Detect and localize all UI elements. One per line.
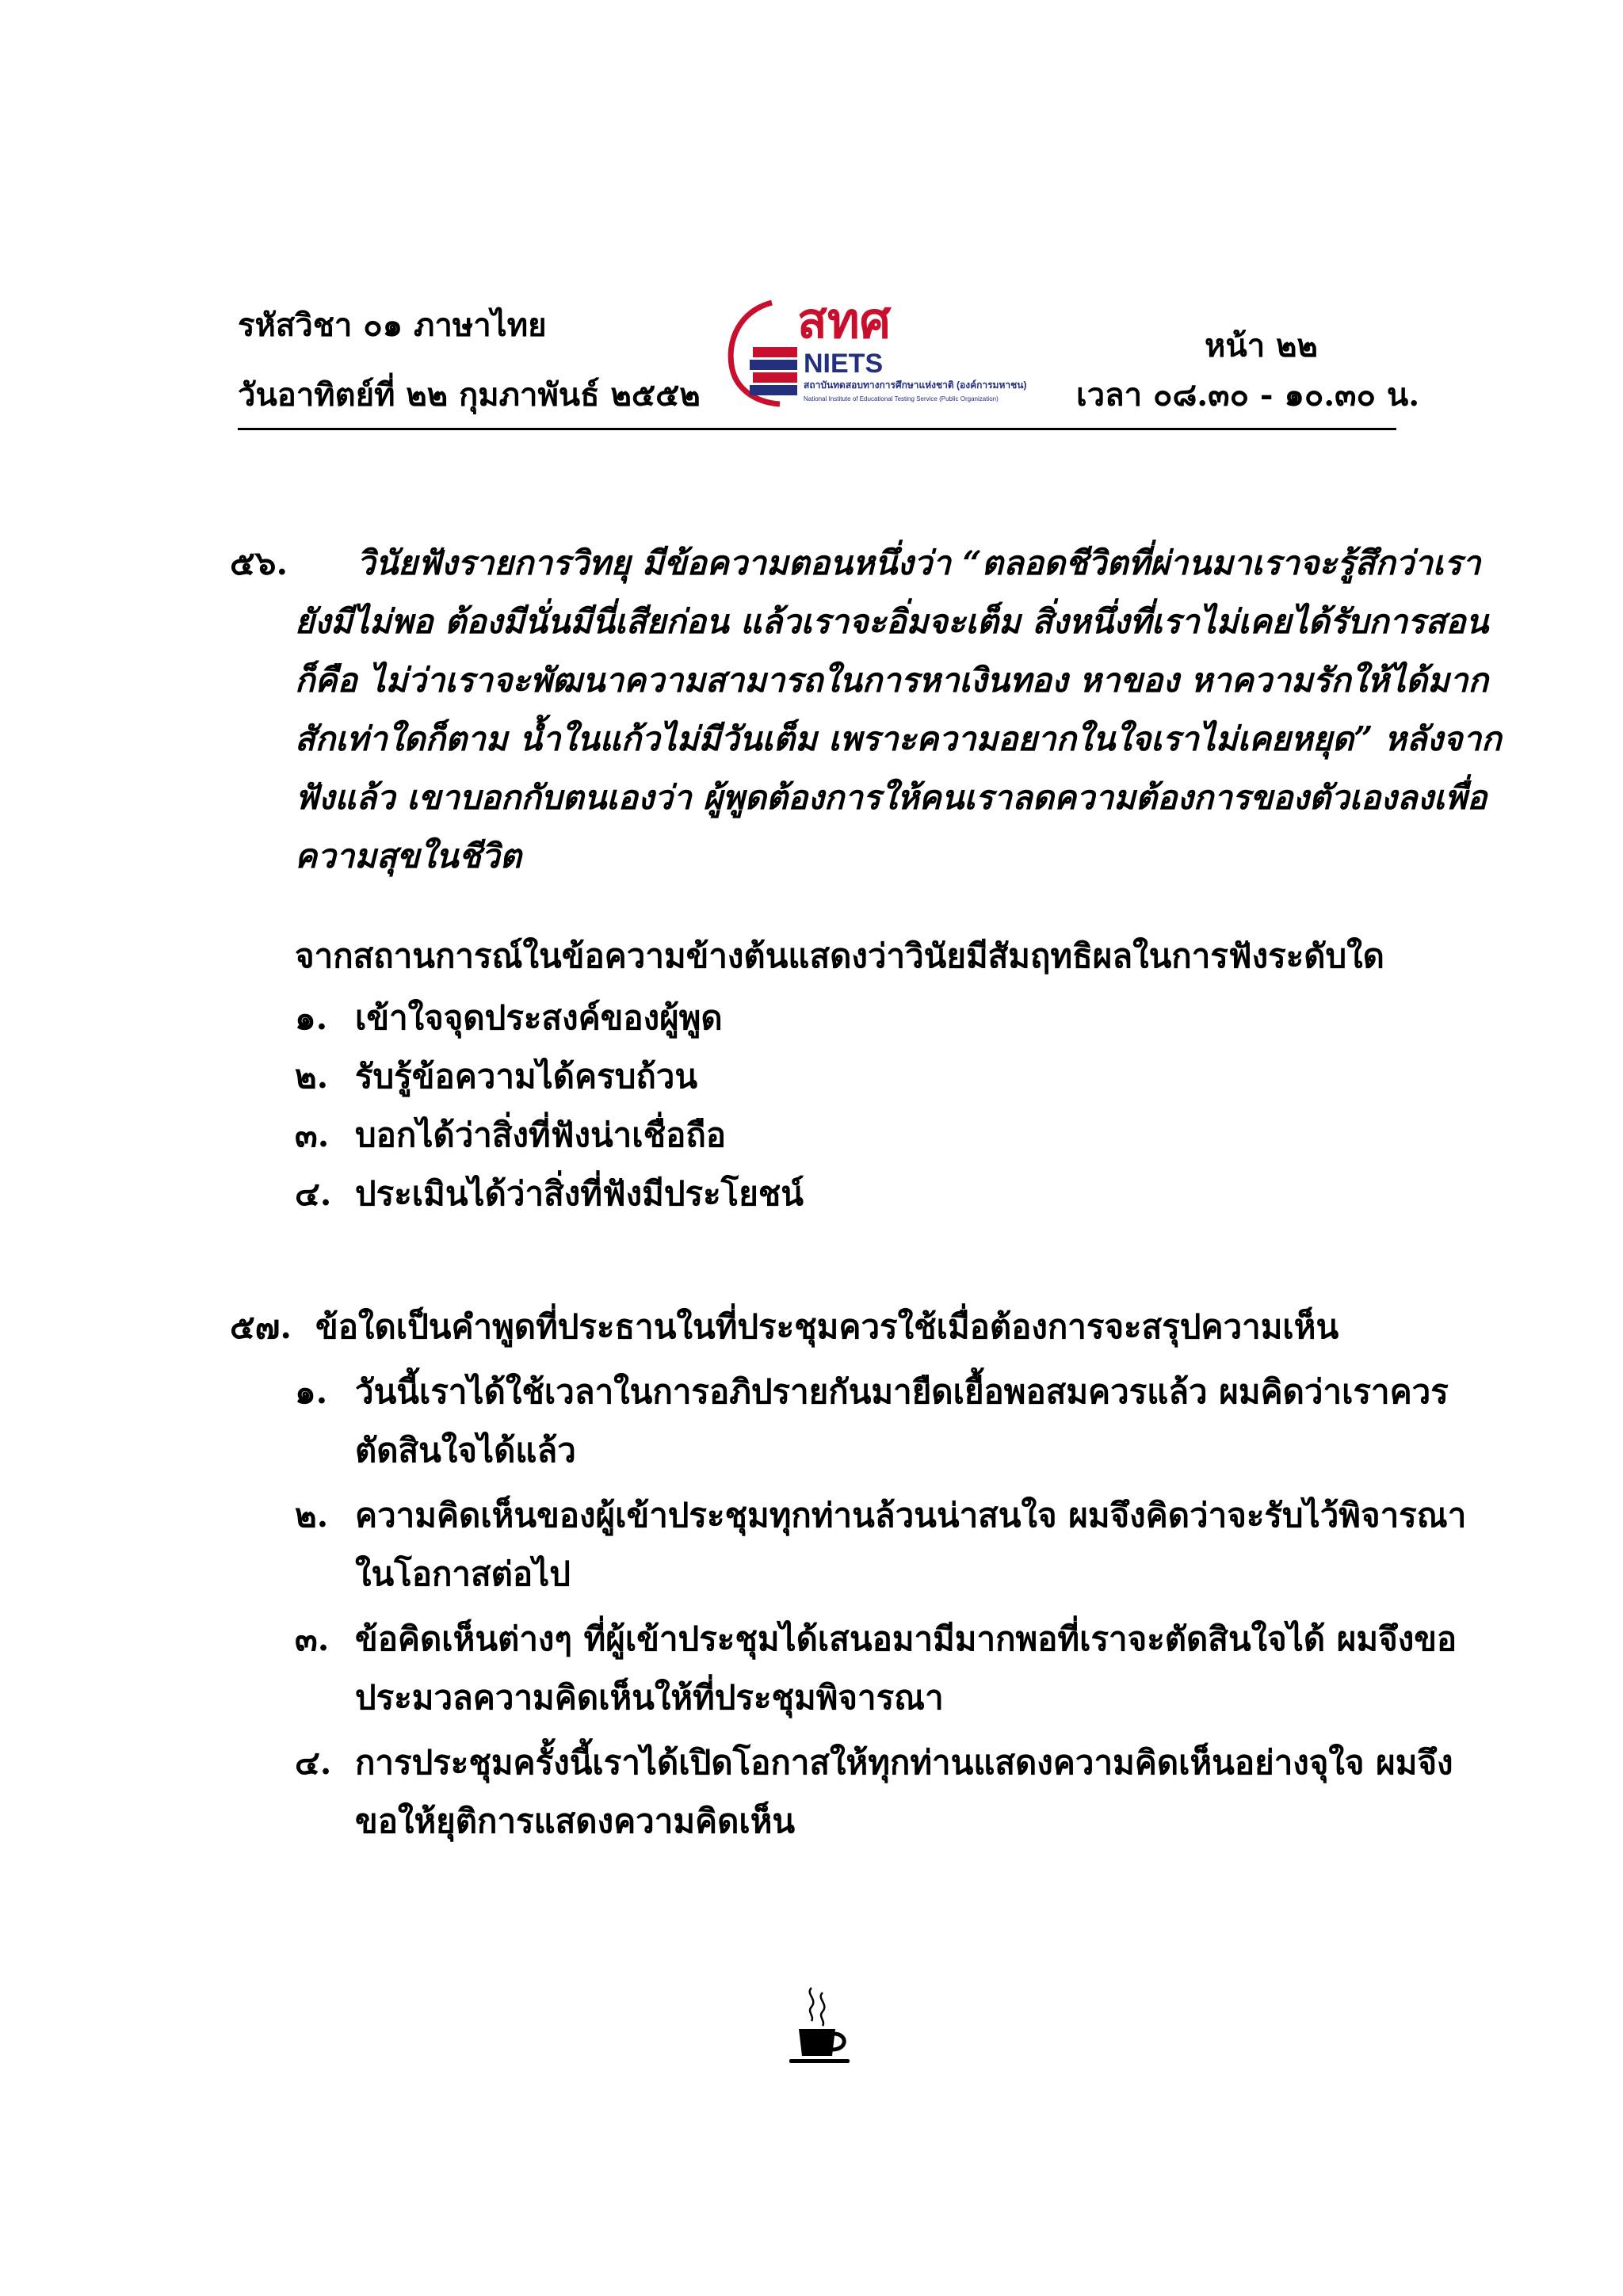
logo-org-en: National Institute of Educational Testing Service (Public Organization) xyxy=(804,395,999,402)
choice-number: ๓. xyxy=(295,1619,330,1658)
choice-text: รับรู้ข้อความได้ครบถ้วน xyxy=(355,1057,698,1096)
q56-number: ๕๖. xyxy=(230,543,288,582)
choice-text: เข้าใจจุดประสงค์ของผู้พูด xyxy=(355,998,723,1037)
logo-abbr: NIETS xyxy=(804,349,884,379)
choice-text: ขอให้ยุติการแสดงความคิดเห็น xyxy=(355,1802,796,1840)
logo-org-thai: สถาบันทดสอบทางการศึกษาแห่งชาติ (องค์การมหาชน) xyxy=(804,379,1027,391)
coffee-cup-icon xyxy=(788,1985,853,2069)
header-rule xyxy=(238,428,1396,430)
choice-number: ๒. xyxy=(295,1496,329,1535)
q57-number: ๕๗. xyxy=(230,1307,292,1346)
choice-number: ๓. xyxy=(295,1116,330,1154)
logo-thai: สทศ xyxy=(797,294,892,349)
header-time: เวลา ๐๘.๓๐ - ๑๐.๓๐ น. xyxy=(1076,376,1420,414)
choice-number: ๔. xyxy=(295,1743,332,1782)
q57-question: ข้อใดเป็นคำพูดที่ประธานในที่ประชุมควรใช้เมื่อต้องการจะสรุปความเห็น xyxy=(315,1307,1339,1346)
choice-text: การประชุมครั้งนี้เราได้เปิดโอกาสให้ทุกท่านแสดงความคิดเห็นอย่างจุใจ ผมจึง xyxy=(355,1743,1453,1782)
q56-passage-line: สักเท่าใดก็ตาม น้ำในแก้วไม่มีวันเต็ม เพราะความอยากในใจเราไม่เคยหยุด” หลังจาก xyxy=(295,719,1502,758)
header-subject: รหัสวิชา ๐๑ ภาษาไทย xyxy=(238,307,547,344)
header-page: หน้า ๒๒ xyxy=(1205,327,1318,364)
choice-number: ๔. xyxy=(295,1174,332,1213)
choice-text: บอกได้ว่าสิ่งที่ฟังน่าเชื่อถือ xyxy=(355,1116,726,1154)
choice-text: ตัดสินใจได้แล้ว xyxy=(355,1431,576,1470)
choice-text: ประมวลความคิดเห็นให้ที่ประชุมพิจารณา xyxy=(355,1678,944,1717)
q56-passage-line: ก็คือ ไม่ว่าเราจะพัฒนาความสามารถในการหาเงินทอง หาของ หาความรักให้ได้มาก xyxy=(295,661,1488,700)
q56-passage-line: ฟังแล้ว เขาบอกกับตนเองว่า ผู้พูดต้องการให้คนเราลดความต้องการของตัวเองลงเพื่อ xyxy=(295,778,1487,817)
books-icon xyxy=(750,347,797,395)
choice-text: วันนี้เราได้ใช้เวลาในการอภิปรายกันมายืดเยื้อพอสมควรแล้ว ผมคิดว่าเราควร xyxy=(355,1372,1449,1411)
header-date: วันอาทิตย์ที่ ๒๒ กุมภาพันธ์ ๒๕๕๒ xyxy=(238,376,701,414)
niets-logo xyxy=(724,292,1089,409)
choice-text: ประเมินได้ว่าสิ่งที่ฟังมีประโยชน์ xyxy=(355,1174,804,1213)
choice-number: ๑. xyxy=(295,998,328,1037)
choice-number: ๒. xyxy=(295,1057,329,1096)
q56-passage-line: วินัยฟังรายการวิทยุ มีข้อความตอนหนึ่งว่า “ตลอดชีวิตที่ผ่านมาเราจะรู้สึกว่าเรา xyxy=(357,543,1481,582)
choice-text: ในโอกาสต่อไป xyxy=(355,1554,571,1593)
choice-text: ข้อคิดเห็นต่างๆ ที่ผู้เข้าประชุมได้เสนอมามีมากพอที่เราจะตัดสินใจได้ ผมจึงขอ xyxy=(355,1619,1457,1658)
choice-number: ๑. xyxy=(295,1372,328,1411)
choice-text: ความคิดเห็นของผู้เข้าประชุมทุกท่านล้วนน่าสนใจ ผมจึงคิดว่าจะรับไว้พิจารณา xyxy=(355,1496,1467,1535)
q56-question: จากสถานการณ์ในข้อความข้างต้นแสดงว่าวินัยมีสัมฤทธิผลในการฟังระดับใด xyxy=(295,936,1384,975)
q56-passage-line: ความสุขในชีวิต xyxy=(295,837,521,875)
q56-passage-line: ยังมีไม่พอ ต้องมีนั่นมีนี่เสียก่อน แล้วเราจะอิ่มจะเต็ม สิ่งหนึ่งที่เราไม่เคยได้รับการสอน xyxy=(295,602,1489,641)
